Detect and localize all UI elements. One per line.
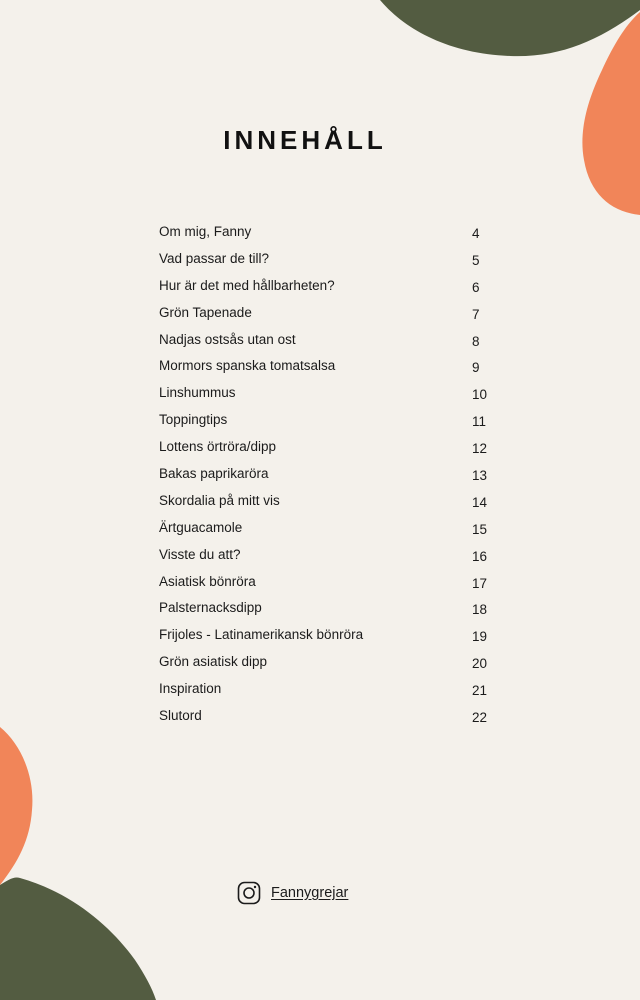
toc-item[interactable] xyxy=(159,598,499,625)
toc-item[interactable] xyxy=(159,679,499,706)
toc-item-page: 22 xyxy=(472,710,488,726)
toc-item-page: 16 xyxy=(472,548,488,564)
toc-item-page: 10 xyxy=(472,387,488,403)
toc-item-page: 20 xyxy=(472,656,488,672)
toc-item-label: Om mig, Fanny xyxy=(159,224,252,239)
orange-blob-right xyxy=(582,12,640,215)
toc-item-page: 7 xyxy=(472,306,480,322)
toc-item-label: Lottens örtröra/dipp xyxy=(159,439,277,455)
toc-item[interactable] xyxy=(159,706,499,733)
toc-item[interactable] xyxy=(159,330,499,357)
toc-item-page: 12 xyxy=(472,441,488,457)
toc-item-label: Hur är det med hållbarheten? xyxy=(159,277,335,293)
toc-item-label: Grön Tapenade xyxy=(159,304,252,320)
toc-item-label: Linshummus xyxy=(159,385,236,401)
toc-item[interactable] xyxy=(159,464,499,491)
toc-item-page: 9 xyxy=(472,360,480,376)
toc-item[interactable] xyxy=(159,222,499,249)
instagram-icon[interactable] xyxy=(237,881,261,905)
toc-item[interactable] xyxy=(159,383,499,410)
toc-item-label: Asiatisk bönröra xyxy=(159,573,256,589)
toc-item[interactable] xyxy=(159,276,499,303)
toc-item[interactable] xyxy=(159,545,499,572)
toc-item-page: 13 xyxy=(472,468,488,484)
toc-item-page: 6 xyxy=(472,279,480,295)
toc-item-page: 11 xyxy=(472,414,487,430)
orange-blob-left xyxy=(0,727,32,885)
toc-item-page: 4 xyxy=(472,226,480,241)
toc-item-label: Inspiration xyxy=(159,681,222,697)
toc-item-label: Bakas paprikaröra xyxy=(159,466,269,482)
green-blob-top xyxy=(380,0,640,56)
toc-item-label: Frijoles - Latinamerikansk bönröra xyxy=(159,627,364,643)
toc-item[interactable] xyxy=(159,249,499,276)
table-of-contents xyxy=(159,222,499,733)
toc-item[interactable] xyxy=(159,572,499,599)
toc-item-label: Visste du att? xyxy=(159,546,241,562)
page-title: INNEHÅLL xyxy=(223,125,387,156)
green-blob-bottom xyxy=(0,877,156,1000)
toc-item-label: Grön asiatisk dipp xyxy=(159,654,268,670)
toc-item[interactable] xyxy=(159,652,499,679)
toc-item[interactable] xyxy=(159,518,499,545)
toc-item-label: Nadjas ostsås utan ost xyxy=(159,331,296,347)
toc-item-page: 18 xyxy=(472,602,488,618)
toc-item-label: Toppingtips xyxy=(159,412,228,428)
toc-item-page: 21 xyxy=(472,683,488,699)
toc-item[interactable] xyxy=(159,356,499,383)
toc-item[interactable] xyxy=(159,625,499,652)
toc-item-page: 17 xyxy=(472,575,488,591)
instagram-handle-link[interactable]: Fannygrejar xyxy=(271,885,349,901)
toc-item-label: Vad passar de till? xyxy=(159,250,270,266)
toc-item-label: Mormors spanska tomatsalsa xyxy=(159,358,336,374)
toc-item-label: Palsternacksdipp xyxy=(159,600,262,616)
toc-item-page: 19 xyxy=(472,629,488,645)
toc-item[interactable] xyxy=(159,410,499,437)
toc-item-page: 14 xyxy=(472,494,488,510)
toc-item-label: Slutord xyxy=(159,708,202,724)
toc-item-page: 8 xyxy=(472,333,480,349)
social-footer xyxy=(237,880,348,906)
toc-item-label: Skordalia på mitt vis xyxy=(159,492,280,508)
toc-item-page: 5 xyxy=(472,252,480,268)
toc-item-page: 15 xyxy=(472,521,488,537)
toc-item[interactable] xyxy=(159,303,499,330)
toc-item[interactable] xyxy=(159,491,499,518)
toc-item-label: Ärtguacamole xyxy=(159,519,243,535)
toc-item[interactable] xyxy=(159,437,499,464)
